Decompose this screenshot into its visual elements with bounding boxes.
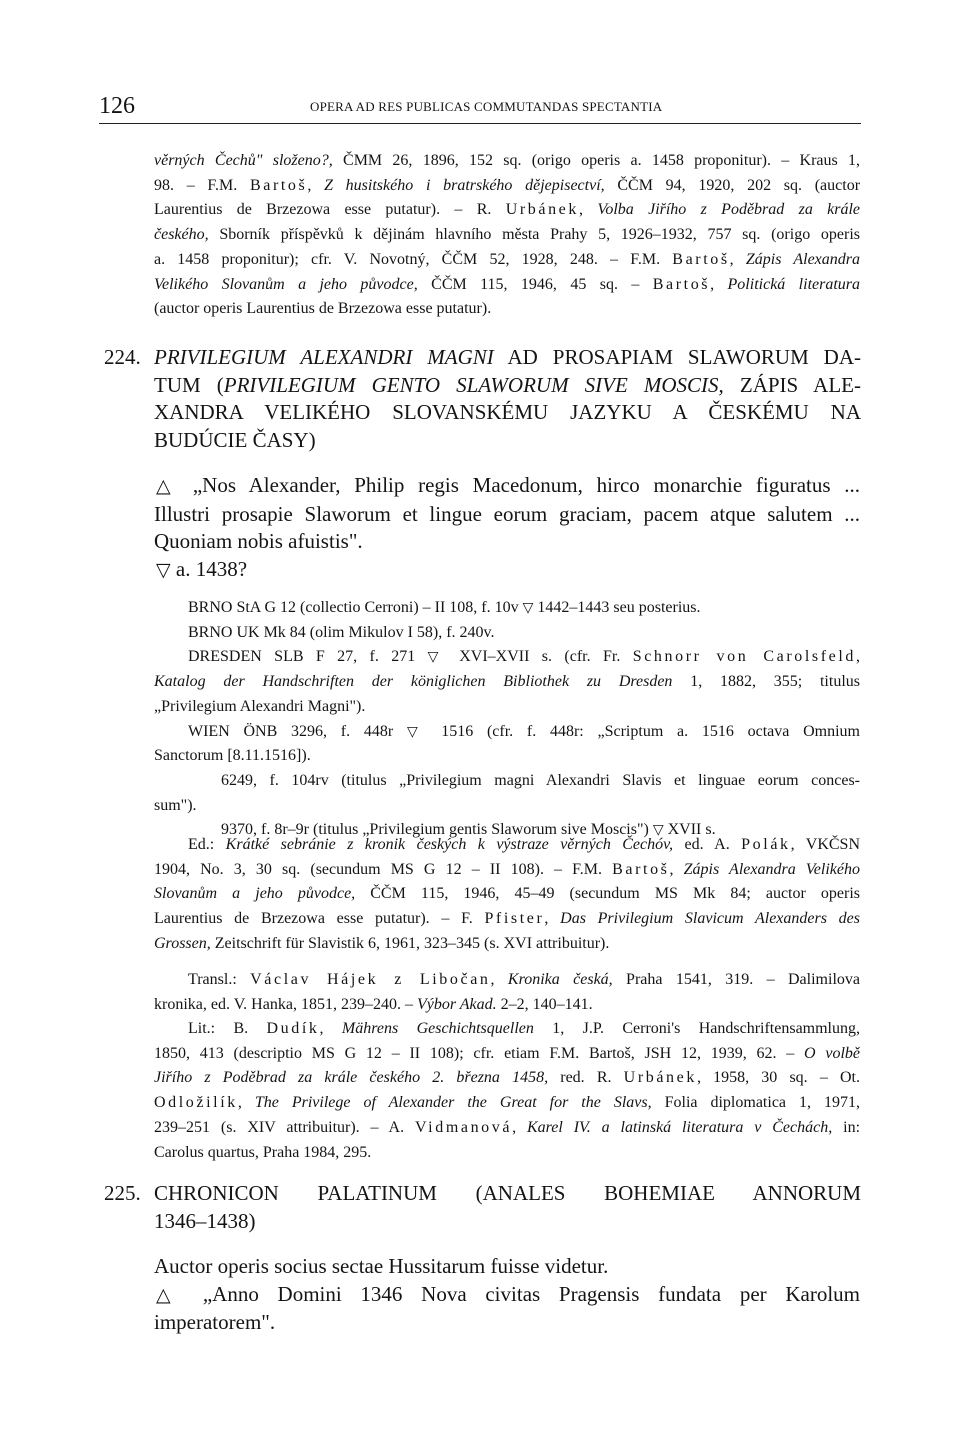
literature-224: Lit.: B. Dudík, Mährens Geschichtsquellen 1, J.P. Cerroni's Handschriftensammlung, 1850, 413 (descriptio MS G 12 – II 108); cfr. etiam F.M. Bartoš, JSH 12, 1939, 62. – O volbě Jiřího z Poděbrad za krále českého 2. března 1458, red. R. Urbánek, 1958, 30 sq. – Ot. Odložilík, The Privilege of Alexander the Great for the Slavs, Folia diplomatica 1, 1971, 239–251 (s. XIV attribuitur). – A. Vidmanová, Karel IV. a latinská literatura v Čechách, in: Carolus quartus, Praha 1984, 295. <box>154 1020 861 1161</box>
date-triangle-icon: ▽ <box>406 723 428 740</box>
translations-224: Transl.: Václav Hájek z Libočan, Kronika česká, Praha 1541, 319. – Dalimilova kronika, ed. V. Hanka, 1851, 239–240. – Výbor Akad. 2–2, 140–141. <box>154 971 860 1013</box>
bibliography-continuation: věrných Čechů" složeno?, ČMM 26, 1896, 152 sq. (origo operis a. 1458 proponitur). – Kraus 1, 98. – F.M. Bartoš, Z husitského i bratrského dějepisectví, ČČM 94, 1920, 202 sq. (auctor Laurentius de Brzezowa esse putatur). – R. Urbánek, Volba Jiřího z Poděbrad za krále českého, Sborník příspěvků k dějinám hlavního města Prahy 5, 1926–1932, 757 sq. (origo operis a. 1458 proponitur); cfr. V. Novotný, ČČM 52, 1928, 248. – F.M. Bartoš, Zápis Alexandra Velikého Slovanům a jeho původce, ČČM 115, 1946, 45 sq. – Bartoš, Politická literatura (auctor operis Laurentius de Brzezowa esse putatur). <box>154 152 861 318</box>
entry-number: 224. <box>104 345 141 369</box>
header-rule <box>99 123 861 124</box>
explicit-triangle-icon: ▽ <box>156 558 171 581</box>
document-page: 126 OPERA AD RES PUBLICAS COMMUTANDAS SPECTANTIA věrných Čechů" složeno?, ČMM 26, 1896, 152 sq. (origo operis a. 1458 proponitur). – Kraus 1, 98. – F.M. Bartoš, Z husitského i bratrského dějepisectví, ČČM 94, 1920, 202 sq. (auctor Laurentius de Brzezowa esse putatur). – R. Urbánek, Volba Jiřího z Poděbrad za krále českého, Sborník příspěvků k dějinám hlavního města Prahy 5, 1926–1932, 757 sq. (origo operis a. 1458 proponitur); cfr. V. Novotný, ČČM 52, 1928, 248. – F.M. Bartoš, Zápis Alexandra Velikého Slovanům a jeho původce, ČČM 115, 1946, 45 sq. – Bartoš, Politická literatura (auctor operis Laurentius de Brzezowa esse putatur). 224. PRIVILEGIUM ALEXANDRI MAGNI AD PROSAPIAM SLAWORUM DA- TUM (PRIVILEGIUM GENTO SLAWORUM SIVE MOSCIS, ZÁPIS ALE- XANDRA VELIKÉHO SLOVANSKÉMU JAZYKU A ČESKÉMU NA BUDÚCIE ČASY) △ „Nos Alexander, Philip regis Macedonum, hirco monarchie figuratus ... Illustri prosapie Slaworum et lingue eorum graciam, pacem atque salutem ... Quoniam nobis afuistis". ▽ a. 1438? BRNO StA G 12 (collectio Cerroni) – II 108, f. 10v ▽ 1442–1443 seu posterius. BRNO UK Mk 84 (olim Mikulov I 58), f. 240v. DRESDEN SLB F 27, f. 271 ▽ XVI–XVII s. (cfr. Fr. Schnorr von Carolsfeld, Katalog der Handschriften der königlichen Bibliothek zu Dresden 1, 1882, 355; titulus „Privilegium Alexandri Magni"). WIEN ÖNB 3296, f. 448r ▽ 1516 (cfr. f. 448r: „Scriptum a. 1516 octava Omnium Sanctorum [8.11.1516]). 6249, f. 104rv (titulus „Privilegium magni Alexandri Slavis et linguae eorum conces- sum"). 9370, f. 8r–9r (titulus „Privilegium gentis Slaworum sive Moscis") ▽ XVII s. Ed.: Krátké sebránie z kronik českých k výstraze věrných Čechóv, ed. A. Polák, VKČSN 1904, No. 3, 30 sq. (secundum MS G 12 – II 108). – F.M. Bartoš, Zápis Alexandra Velikého Slovanům a jeho původce, ČČM 115, 1946, 45–49 (secundum MS Mk 84; auctor operis Laurentius de Brzezowa esse putatur). – F. Pfister, Das Privilegium Slavicum Alexanders des Grossen, Zeitschrift für Slavistik 6, 1961, 323–345 (s. XVI attribuitur). Transl.: Václav Hájek z Libočan, Kronika česká, Praha 1541, 319. – Dalimilova kronika, ed. V. Hanka, 1851, 239–240. – Výbor Akad. 2–2, 140–141. Lit.: B. Dudík, Mährens Geschichtsquellen 1, J.P. Cerroni's Handschriftensammlung, 1850, 413 (descriptio MS G 12 – II 108); cfr. etiam F.M. Bartoš, JSH 12, 1939, 62. – O volbě Jiřího z Poděbrad za krále českého 2. března 1458, red. R. Urbánek, 1958, 30 sq. – Ot. Odložilík, The Privilege of Alexander the Great for the Slavs, Folia diplomatica 1, 1971, 239–251 (s. XIV attribuitur). – A. Vidmanová, Karel IV. a latinská literatura v Čechách, in: Carolus quartus, Praha 1984, 295. 225. CHRONICON PALATINUM (ANALES BOHEMIAE ANNORUM 1346–1438) Auctor operis socius sectae Hussitarum fuisse videtur. △ „Anno Domini 1346 Nova civitas Pragensis fundata per Karolum imperatorem". <box>0 0 960 1452</box>
date-triangle-icon: ▽ <box>522 600 534 616</box>
page-number: 126 <box>99 93 135 119</box>
incipit-triangle-icon: △ <box>156 475 180 497</box>
incipit-triangle-icon: △ <box>156 1283 185 1306</box>
page-header <box>99 92 861 122</box>
author-note: Auctor operis socius sectae Hussitarum fuisse videtur. <box>154 1254 609 1278</box>
running-title: OPERA AD RES PUBLICAS COMMUTANDAS SPECTANTIA <box>310 99 663 114</box>
incipit-224: △ „Nos Alexander, Philip regis Macedonum, hirco monarchie figuratus ... Illustri prosapie Slaworum et lingue eorum graciam, pacem atque salutem ... Quoniam nobis afuistis". ▽ a. 1438? <box>154 473 861 581</box>
entry-225-body: Auctor operis socius sectae Hussitarum fuisse videtur. △ „Anno Domini 1346 Nova civitas Pragensis fundata per Karolum imperatorem". <box>154 1254 860 1334</box>
date-triangle-icon: ▽ <box>427 649 447 666</box>
manuscripts-224: BRNO StA G 12 (collectio Cerroni) – II 108, f. 10v ▽ 1442–1443 seu posterius. BRNO UK Mk 84 (olim Mikulov I 58), f. 240v. DRESDEN SLB F 27, f. 271 ▽ XVI–XVII s. (cfr. Fr. Schnorr von Carolsfeld, Katalog der Handschriften der königlichen Bibliothek zu Dresden 1, 1882, 355; titulus „Privilegium Alexandri Magni"). WIEN ÖNB 3296, f. 448r ▽ 1516 (cfr. f. 448r: „Scriptum a. 1516 octava Omnium Sanctorum [8.11.1516]). 6249, f. 104rv (titulus „Privilegium magni Alexandri Slavis et linguae eorum conces- sum"). 9370, f. 8r–9r (titulus „Privilegium gentis Slaworum sive Moscis") ▽ XVII s. <box>154 599 860 839</box>
editions-224: Ed.: Krátké sebránie z kronik českých k výstraze věrných Čechóv, ed. A. Polák, VKČSN 1904, No. 3, 30 sq. (secundum MS G 12 – II 108). – F.M. Bartoš, Zápis Alexandra Velikého Slovanům a jeho původce, ČČM 115, 1946, 45–49 (secundum MS Mk 84; auctor operis Laurentius de Brzezowa esse putatur). – F. Pfister, Das Privilegium Slavicum Alexanders des Grossen, Zeitschrift für Slavistik 6, 1961, 323–345 (s. XVI attribuitur). <box>154 836 861 952</box>
date-triangle-icon: ▽ <box>652 822 664 839</box>
entry-number: 225. <box>104 1181 141 1205</box>
